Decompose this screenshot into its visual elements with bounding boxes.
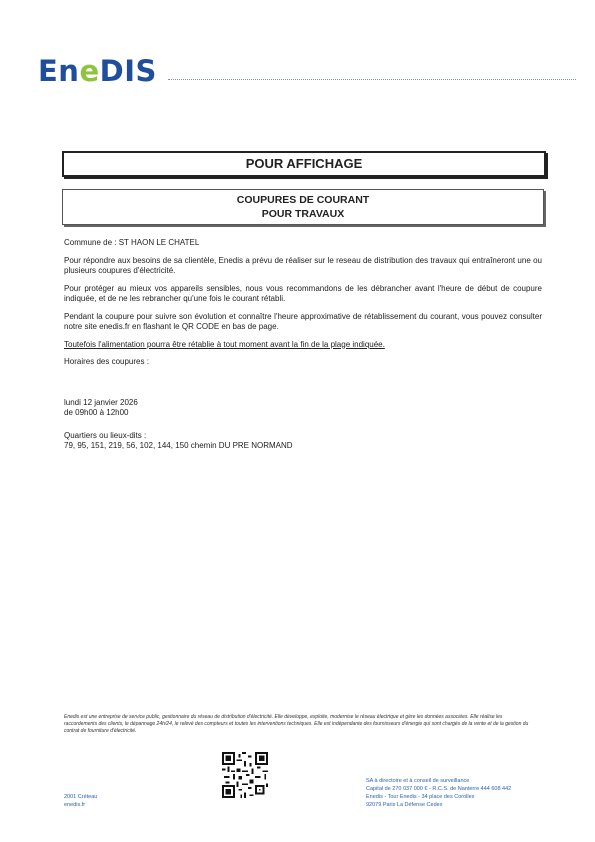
footer-address-right <box>366 777 511 809</box>
hours-label: Horaires des coupures : <box>64 357 149 366</box>
footer-address-left <box>64 793 97 809</box>
notice-body <box>64 238 542 452</box>
enedis-logo <box>38 54 157 88</box>
warning-line: Toutefois l'alimentation pourra être rétablie à tout moment avant la fin de la plage indiquée. <box>64 339 385 349</box>
subtitle-box <box>62 189 544 225</box>
logo-part1: En <box>38 54 80 88</box>
legal-notice: Enedis est une entreprise de service public, gestionnaire du réseau de distribution d'électricité. Elle développe, exploite, modernise le réseau électrique et gère les données associées. Elle réalise les raccordements des clients, le dépannage 24h/24, le relevé des compteurs et toutes les interventions techniques. Elle est indépendante des fournisseurs d'énergie qui sont chargés de la vente et de la gestion du contrat de fourniture d'électricité. <box>64 714 529 734</box>
paragraph-intro: Pour répondre aux besoins de sa clientèle, Enedis a prévu de réaliser sur le reseau de distribution des travaux qui entraîneront une ou plusieurs coupures d'électricité. <box>64 255 542 275</box>
subtitle-line1: COUPURES DE COURANT <box>236 194 370 206</box>
company-capital: Capital de 270 037 000 € - R.C.S. de Nanterre 444 608 442 <box>366 786 512 792</box>
company-type: SA à directoire et à conseil de surveillance <box>366 778 470 784</box>
commune-line: Commune de : ST HAON LE CHATEL <box>64 238 200 247</box>
footer-city: 2001 Créteau <box>64 794 98 800</box>
cut-time: de 09h00 à 12h00 <box>64 408 129 417</box>
company-city: 92079 Paris La Défense Cedex <box>366 802 443 808</box>
subtitle-line2: POUR TRAVAUX <box>261 207 345 220</box>
header-divider <box>168 79 576 80</box>
footer-website-link[interactable]: enedis.fr <box>64 802 86 808</box>
paragraph-tracking: Pendant la coupure pour suivre son évolution et connaître l'heure approximative de rétablissement du courant, vous pouvez consulter notre site enedis.fr en flashant le QR CODE en bas de page. <box>64 311 542 331</box>
logo-part2: e <box>79 54 100 88</box>
paragraph-devices: Pour protéger au mieux vos appareils sensibles, nous vous recommandons de les débrancher avant l'heure de début de coupure indiquée, et de ne les rebrancher qu'une fois le courant rétabli. <box>64 283 542 303</box>
areas-list: 79, 95, 151, 219, 56, 102, 144, 150 chemin DU PRE NORMAND <box>64 441 293 450</box>
logo-part3: DIS <box>99 54 157 88</box>
page-title: POUR AFFICHAGE <box>62 151 546 177</box>
areas-label: Quartiers ou lieux-dits : <box>64 430 147 440</box>
qr-code[interactable] <box>222 752 268 798</box>
company-address: Enedis - Tour Enedis - 34 place des Corolles <box>366 794 475 800</box>
cut-date: lundi 12 janvier 2026 <box>64 397 138 407</box>
